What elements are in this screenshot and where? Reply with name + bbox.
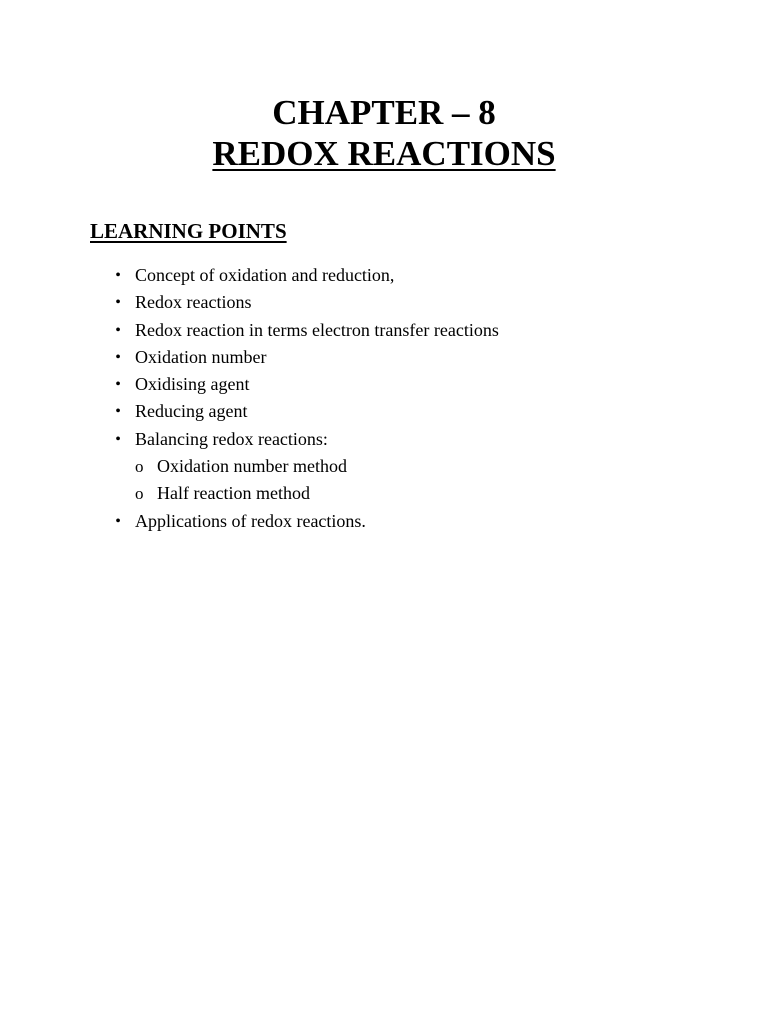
list-item-text: Balancing redox reactions:: [135, 428, 328, 449]
section-heading: LEARNING POINTS: [90, 219, 287, 243]
list-item: [112, 426, 499, 453]
sub-list-item-text: Oxidation number method: [157, 456, 347, 477]
bullet-icon: •: [115, 430, 121, 448]
list-item-text: Redox reactions: [135, 292, 252, 313]
circle-bullet-icon: o: [135, 484, 144, 504]
bullet-icon: •: [115, 512, 121, 530]
list-item: [112, 289, 499, 316]
list-item-text: Oxidising agent: [135, 374, 250, 395]
list-item: [112, 317, 499, 344]
bullet-icon: •: [115, 376, 121, 394]
list-item: [112, 398, 499, 425]
chapter-number: CHAPTER – 8: [272, 93, 496, 132]
chapter-heading: [0, 92, 768, 174]
list-item-text: Oxidation number: [135, 346, 267, 367]
list-item-text: Concept of oxidation and reduction,: [135, 265, 395, 285]
list-item: [112, 508, 499, 535]
list-item: [112, 344, 499, 371]
sub-list-item-text: Half reaction method: [157, 483, 310, 504]
circle-bullet-icon: o: [135, 457, 144, 477]
bullet-icon: •: [115, 294, 121, 312]
balancing-methods-list: [112, 453, 499, 508]
bullet-icon: •: [115, 321, 121, 339]
list-item: [112, 262, 499, 289]
sub-list-item: [112, 453, 499, 480]
list-item: [112, 371, 499, 398]
bullet-icon: •: [115, 267, 121, 284]
sub-list-item: [112, 480, 499, 507]
bullet-icon: •: [115, 348, 121, 366]
list-item-text: Applications of redox reactions.: [135, 510, 366, 531]
chapter-title: REDOX REACTIONS: [212, 134, 556, 173]
bullet-icon: •: [115, 403, 121, 421]
sublist-container: [112, 453, 499, 508]
list-item-text: Redox reaction in terms electron transfer reactions: [135, 319, 499, 340]
list-item-text: Reducing agent: [135, 401, 248, 422]
learning-points-list: [112, 262, 499, 535]
